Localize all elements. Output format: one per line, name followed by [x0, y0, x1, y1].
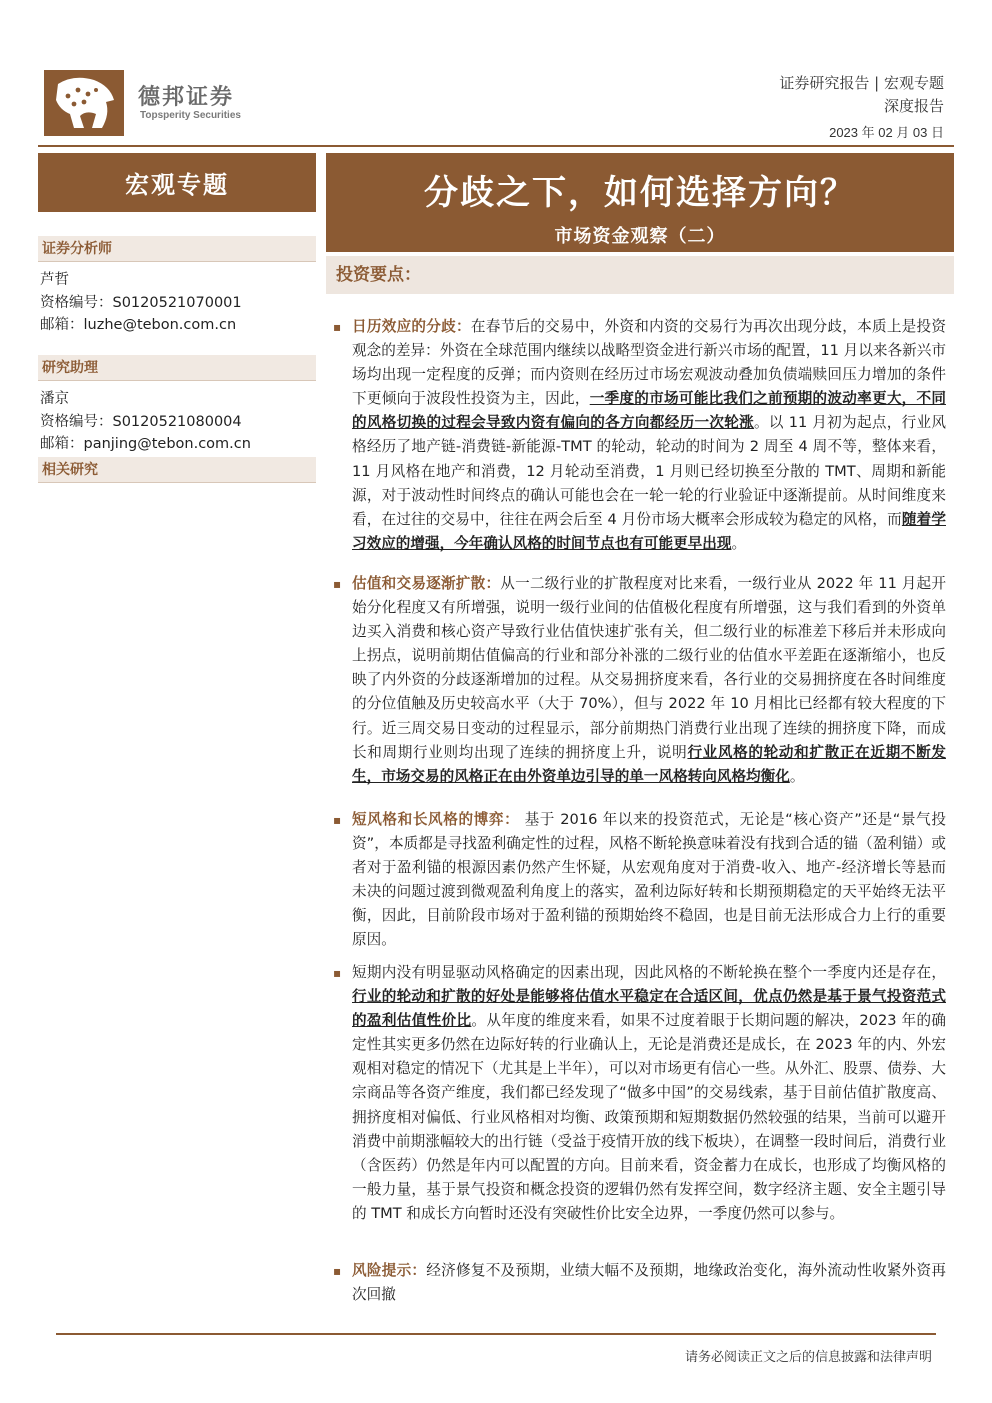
- bullet-square-icon: ▪: [333, 966, 342, 980]
- header-divider: [38, 145, 954, 147]
- analyst-cert: 资格编号：S0120521070001: [40, 295, 242, 311]
- paragraph-calendar-effect: ▪ 日历效应的分歧：在春节后的交易中，外资和内资的交易行为再次出现分歧，本质上是投资观念的差异：外资在全球范围内继续以战略型资金进行新兴市场的配置，11 月以来各新兴市场均出现一定程度的反弹；而内资则在经历过市场宏观波动叠加负债端赎回压力增加的条件下更倾向于波段性投资为主，因此，一季度的市场可能比我们之前预期的波动率更大，不同的风格切换的过程会导致内资有偏向的各方向都经历一次轮涨。以 11 月初为起点，行业风格经历了地产链-消费链-新能源-TMT 的轮动，轮动的时间为 2 周至 4 周不等，整体来看，11 月风格在地产和消费，12 月轮动至消费，1 月则已经切换至分散的 TMT、周期和新能源，对于波动性时间终点的确认可能也会在一轮一轮的行业验证中逐渐提前。从时间维度来看，在过往的交易中，往往在两会后至 4 月份市场大概率会形成较为稳定的风格，而随着学习效应的增强，今年确认风格的时间节点也有可能更早出现。: [352, 315, 946, 556]
- footer-divider: [56, 1333, 936, 1335]
- bullet-square-icon: ▪: [333, 577, 342, 591]
- assistant-name: 潘京: [40, 391, 69, 407]
- analyst-header: 证券分析师: [38, 236, 316, 262]
- logo-text: 德邦证券: [138, 85, 235, 110]
- bullet-square-icon: ▪: [333, 1264, 342, 1278]
- logo-icon: [44, 70, 124, 136]
- report-date: 2023 年 02 月 03 日: [829, 125, 944, 140]
- analyst-email[interactable]: 邮箱：luzhe@tebon.com.cn: [40, 317, 237, 333]
- title-box: [326, 153, 954, 252]
- assistant-cert: 资格编号：S0120521080004: [40, 414, 242, 430]
- bullet-square-icon: ▪: [333, 813, 342, 827]
- logo-subtext: Topsperity Securities: [140, 110, 241, 121]
- page-title: 分歧之下，如何选择方向？: [424, 173, 856, 213]
- analyst-name: 芦哲: [40, 272, 69, 288]
- footer-disclaimer: 请务必阅读正文之后的信息披露和法律声明: [684, 1350, 932, 1365]
- page-subtitle: 市场资金观察（二）: [554, 226, 726, 247]
- report-type: 证券研究报告 | 宏观专题: [779, 74, 944, 92]
- assistant-header: 研究助理: [38, 355, 316, 381]
- paragraph-valuation-spread: ▪ 估值和交易逐渐扩散：从一二级行业的扩散程度对比来看，一级行业从 2022 年 11 月起开始分化程度又有所增强，说明一级行业间的估值极化程度有所增强，这与我们看到的外资单边买入消费和核心资产导致行业估值快速扩张有关，但二级行业的标准差下移后并未形成向上拐点，说明前期估值偏高的行业和部分补涨的二级行业的估值水平差距在逐渐缩小，也反映了内外资的分歧逐渐增加的过程。从交易拥挤度来看，各行业的交易拥挤度在各时间维度的分位值触及历史较高水平（大于 70%），但与 2022 年 10 月相比已经都有较大程度的下行。近三周交易日变动的过程显示，部分前期热门消费行业出现了连续的拥挤度下降，而成长和周期行业则均出现了连续的拥挤度上升，说明行业风格的轮动和扩散正在近期不断发生，市场交易的风格正在由外资单边引导的单一风格转向风格均衡化。: [352, 572, 946, 789]
- key-points-label: 投资要点：: [326, 256, 954, 294]
- related-research-header: 相关研究: [38, 457, 316, 483]
- paragraph-style-game: ▪ 短风格和长风格的博弈： 基于 2016 年以来的投资范式，无论是“核心资产”还是“景气投资”，本质都是寻找盈利确定性的过程，风格不断轮换意味着没有找到合适的锚（盈利锚）或者对于盈利锚的根源因素仍然产生怀疑，从宏观角度对于消费-收入、地产-经济增长等悬而未决的问题过渡到微观盈利角度上的落实，盈利边际好转和长期预期稳定的天平始终无法平衡，因此，目前阶段市场对于盈利锚的预期始终不稳固，也是目前无法形成合力上行的重要原因。: [352, 808, 946, 953]
- report-depth: 深度报告: [883, 97, 944, 115]
- assistant-email[interactable]: 邮箱：panjing@tebon.com.cn: [40, 436, 251, 452]
- bullet-square-icon: ▪: [333, 320, 342, 334]
- category-box: 宏观专题: [38, 153, 316, 212]
- paragraph-outlook: ▪ 短期内没有明显驱动风格确定的因素出现，因此风格的不断轮换在整个一季度内还是存在，行业的轮动和扩散的好处是能够将估值水平稳定在合适区间，优点仍然是基于景气投资范式的盈利估值性价比。从年度的维度来看，如果不过度着眼于长期问题的解决，2023 年的确定性其实更多仍然在边际好转的行业确认上，无论是消费还是成长，在 2023 年的内、外宏观相对稳定的情况下（尤其是上半年），可以对市场更有信心一些。从外汇、股票、债券、大宗商品等各资产维度，我们都已经发现了“做多中国”的交易线索，基于目前估值扩散度高、拥挤度相对偏低、行业风格相对均衡、政策预期和短期数据仍然较强的结果，当前可以避开消费中前期涨幅较大的出行链（受益于疫情开放的线下板块），在调整一段时间后，消费行业（含医药）仍然是年内可以配置的方向。目前来看，资金蓄力在成长，也形成了均衡风格的一般力量，基于景气投资和概念投资的逻辑仍然有发挥空间，数字经济主题、安全主题引导的 TMT 和成长方向暂时还没有突破性价比安全边界，一季度仍然可以参与。: [352, 961, 946, 1226]
- paragraph-risk: ▪ 风险提示：经济修复不及预期，业绩大幅不及预期，地缘政治变化，海外流动性收紧外资再次回撤: [352, 1259, 946, 1307]
